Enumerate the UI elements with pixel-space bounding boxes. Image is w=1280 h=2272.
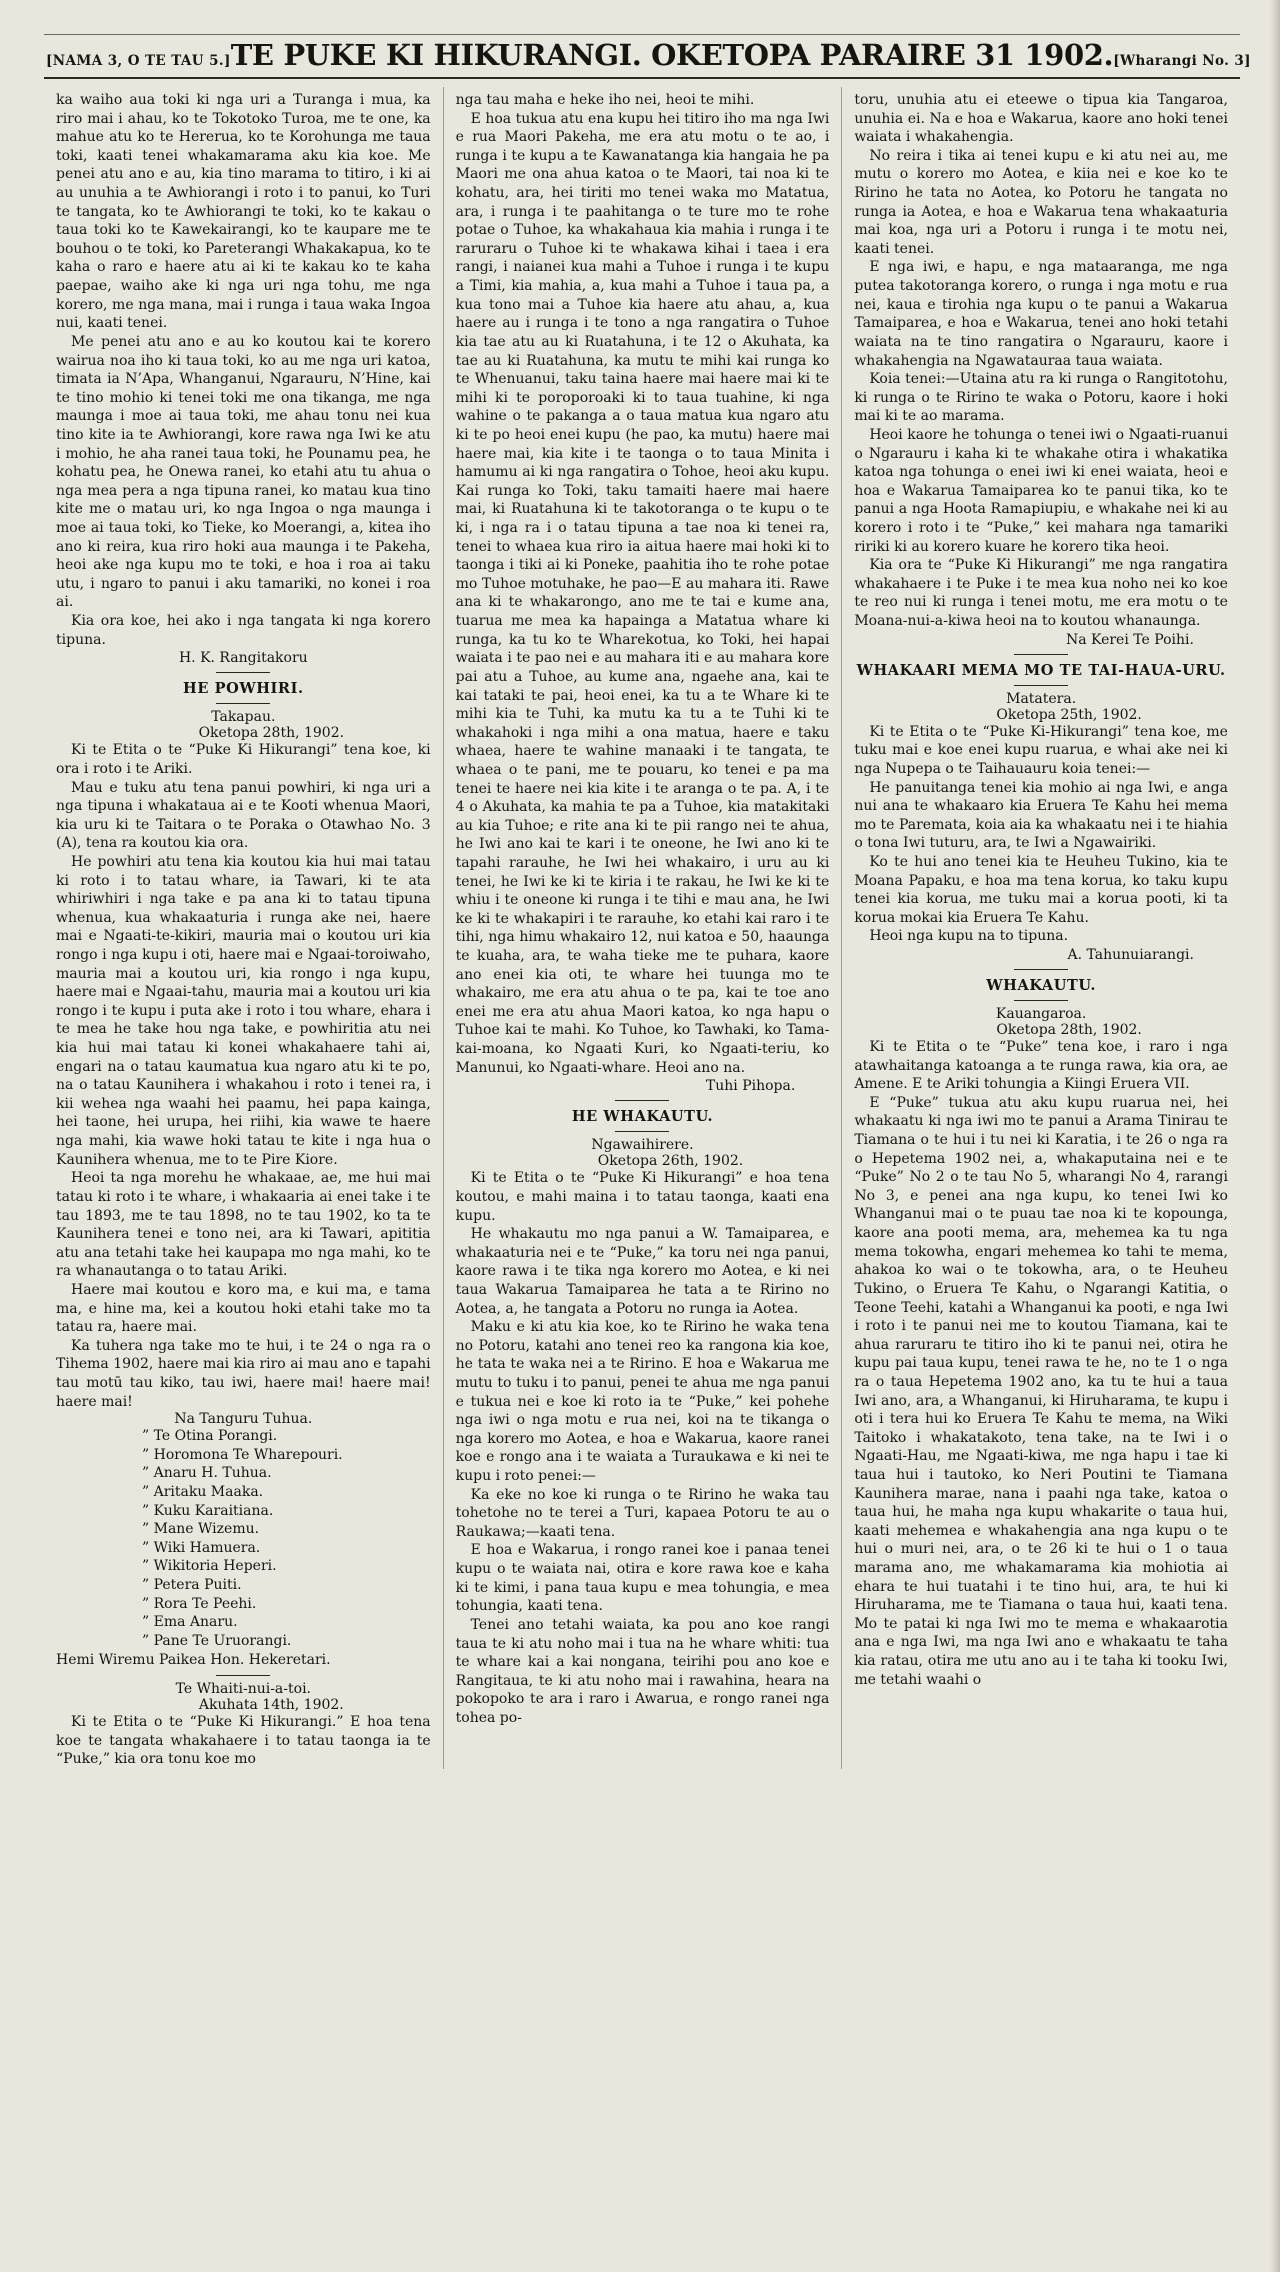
column-3 — [841, 87, 1240, 1769]
masthead-issue-number: [NAMA 3, O TE TAU 5.] — [46, 53, 231, 69]
signatory-name: ” Petera Puiti. — [142, 1577, 242, 1594]
paragraph: Maku e ki atu kia koe, ko te Ririno he waka tena no Potoru, katahi ano tenei reo ka rangona kia koe, he tata te waka nei a te Ririno. E hoa e Wakarua me mutu to tuku i to panui, penei te ahua me nga panui e tukua nei e koe ki roto ia te “Puke,” kei pohehe nga iwi o nga motu e rua nei, koi na te tikanga o nga korero mo Aotea, e hoa e Wakarua, kaore ranei koe e rongo ana i te waiata a Turaukawa e ki nei te kupu i roto penei:— — [455, 1319, 830, 1485]
signatory-name: ” Wiki Hamuera. — [142, 1539, 261, 1556]
paragraph: Ka tuhera nga take mo te hui, i te 24 o nga ra o Tihema 1902, haere mai kia riro ai mau ano e tapahi tau motū tau kiko, tau iwi, haere mai! haere mai! haere mai! — [56, 1337, 431, 1410]
masthead-title: TE PUKE KI HIKURANGI. OKETOPA PARAIRE 31 1902. — [230, 38, 1114, 72]
section-divider — [216, 1675, 270, 1676]
signatory-name: ” Ema Anaru. — [142, 1614, 238, 1631]
dateline-place: Takapau. — [211, 709, 276, 726]
section-divider — [615, 1131, 669, 1132]
article-columns — [44, 87, 1240, 1769]
signature: Na Tanguru Tuhua. — [174, 1411, 313, 1428]
paragraph: He powhiri atu tena kia koutou kia hui mai tatau ki roto i to tatau whare, ia Tawari, ki te ata whiriwhiri i nga take e pa ana ki to tatau tipuna whenua, kua whakaaturia i runga ake nei, haere mai e Ngaati-te-kikiri, mauria mai o koutou uri kia rongo i nga kupu i oti, haere mai e Ngaai-toroiwaho, mauria mai a koutou uri, kia rongo i nga kupu, haere mai e Ngaai-tahu, mauria mai a koutou uri kia rongo i te kupu i puta ake i roto i tou whare, ehara i te mea he take hou nga take, e powhiritia atu nei kia hui mai tatau ki konei whakahaere tahi ai, engari na o tatau kaumatua kua ngaro atu ki te po, na o tatau Kaunihera i whakahou i roto i tenei ra, i kii wehea nga waahi hei paamu, hei papa kainga, hei taone, hei urupa, hei riihi, kia wawe te haere nga mahi, kia wawe hoki tatau te kite i nga hua o Kaunihera whenua, me to te Pire Kiore. — [56, 853, 431, 1168]
paragraph: Koia tenei:—Utaina atu ra ki runga o Rangitotohu, ki runga o te Ririno te waka o Potoru, kaore i hoki mai ki te ao marama. — [854, 371, 1228, 425]
dateline-date: Oketopa 28th, 1902. — [996, 1021, 1142, 1038]
signature: Na Kerei Te Poihi. — [1065, 631, 1194, 648]
signatory-list — [56, 1427, 431, 1650]
section-divider — [1014, 654, 1068, 655]
dateline-place: Matatera. — [1006, 690, 1077, 707]
paragraph: toru, unuhia atu ei eteewe o tipua kia Tangaroa, unuhia ei. Na e hoa e Wakarua, kaore ano hoki tenei waiata i whakahengia. — [854, 92, 1228, 146]
column-1 — [44, 87, 443, 1769]
paragraph: nga tau maha e heke iho nei, heoi te mihi. — [455, 92, 755, 108]
paragraph: Ki te Etita o te “Puke Ki Hikurangi” e hoa tena koutou, e mahi maina i to tatau taonga, kaati ena kupu. — [455, 1170, 830, 1224]
paragraph: Heoi kaore he tohunga o tenei iwi o Ngaati-ruanui o Ngarauru i kaha ki te whakahe otira i whakatika katoa nga tohunga o enei iwi ki enei waiata, heoi e hoa e Wakarua Tamaiparea ko te panui tika, ko te panui a nga Hoota Ramapiupiu, e whakahe nei ki au korero i roto i te “Puke,” kei mahara nga tamariki ririki ki au korero kuare he korero tika heoi. — [854, 426, 1228, 555]
signatory-name: ” Pane Te Uruorangi. — [142, 1632, 292, 1649]
dateline-date: Akuhata 14th, 1902. — [198, 1697, 344, 1714]
column-2 — [443, 87, 842, 1769]
article-heading: WHAKAUTU. — [986, 976, 1096, 994]
section-divider — [216, 703, 270, 704]
paragraph: He panuitanga tenei kia mohio ai nga Iwi, e anga nui ana te whakaaro kia Eruera Te Kahu hei mema mo te Paremata, koia aia ka whakaatu nei i te hiahia o tona Iwi tuturu, ara, te Iwi a Ngawairiki. — [854, 779, 1228, 852]
signatory-name: ” Rora Te Peehi. — [142, 1595, 257, 1612]
dateline-date: Oketopa 26th, 1902. — [597, 1153, 744, 1170]
paragraph: Ka eke no koe ki runga o te Ririno he waka tau tohetohe no te terei a Turi, kapaea Potoru te au o Raukawa;—kaati tena. — [455, 1486, 830, 1540]
paragraph: No reira i tika ai tenei kupu e ki atu nei au, me mutu o korero mo Aotea, e kiia nei e koe ko te Ririno he tata no Aotea, ko Potoru he tangata no runga ia Aotea, e hoa e Wakarua tena whakaaturia mai koa, nga uri a Potoru i runga i te motu nei, kaati tenei. — [854, 147, 1228, 257]
paragraph: Ko te hui ano tenei kia te Heuheu Tukino, kia te Moana Papaku, e hoa ma tena korua, ko taku kupu tenei kia korua, me tuku mai a korua pooti, ki ta korua mokai kia Eruera Te Kahu. — [854, 853, 1228, 926]
paragraph: E “Puke” tukua atu aku kupu ruarua nei, hei whakaatu ki nga iwi mo te panui a Arama Tinirau te Tiamana o te hui i tu nei ki Karatia, i te 26 o nga ra o Hepetema 1902 nei, a, whakaputaina nei e te “Puke” No 2 o te tau No 5, wharangi No 4, rarangi No 3, e penei ana nga kupu, ko tenei Iwi ko Whanganui mai o te puau tae noa ki te kopounga, kaore ana pooti mema, ara, mehemea ka tu nga mema tokowha, engari mehemea ko tahi te mema, ahakoa ko wai o te tokowha, ara, o te Heuheu Tukino, o Eruera Te Kahu, o Ngarangi Katitia, o Teone Teehi, katahi a Whanganui ka pooti, e nga Iwi i roto i te panui nei me to koutou Tiamana, kai te ahua raruraru te titiro iho ki te panui nei, otira he kupu pai taua kupu, tenei rawa te he, no te 1 o nga ra o taua Hepetema 1902 ano, ka tu te hui a taua Iwi ano, ara, a Whanganui, ki Hiruharama, te kupu i oti i tera hui ko Eruera Te Kahu te mema, na Wiki Taitoko i whakatakoto, tena take, na te Iwi i o Ngaati-Hau, me Ngaati-kiwa, me nga hapu i tae ki taua hui i tautoko, ko Neri Poutini te Tiamana Kaunihera marae, nana i paahi nga take, katoa o taua hui, he maha nga kupu whakarite o taua hui, kaati mehemea e whakahengia ana nga kupu o te hui o muri nei, ara, o te 26 ki te hui o 1 o taua marama ano, me whakamarama kia mohiotia ai ehara te hui tuatahi i te tino hui, ara, te hui ki Hiruharama, me te Tiamana o taua hui, kaati tena. Mo te patai ki nga Iwi mo te mema e whakaarotia ana e nga Iwi, ma nga Iwi ano e whakaatu te taha kia ratau, otira me utu ano au i te taha ki tooku Iwi, me tetahi waahi o — [854, 1094, 1228, 1688]
paragraph: Heoi ta nga morehu he whakaae, ae, me hui mai tatau ki roto i te whare, i whakaaria ai enei take i te tau 1893, me te tau 1898, no te tau 1902, ko ta te Kaunihera tenei e tono nei, ara ki Tawari, apititia atu ana tetahi take hei kaupapa mo nga mahi, ko te ra whanautanga o to tatau Ariki. — [56, 1170, 431, 1280]
signatory-name: ” Aritaku Maaka. — [142, 1484, 264, 1501]
paragraph: Ki te Etita o te “Puke Ki Hikurangi” tena koe, ki ora i roto i te Ariki. — [56, 742, 431, 777]
paragraph: E nga iwi, e hapu, e nga mataaranga, me nga putea takotoranga korero, o runga i nga motu e rua nei, kaua e tirohia nga kupu o te panui a Wakarua Tamaiparea, e hoa e Wakarua, tenei ano hoki tetahi waiata na te tino rangatira o Ngarauru, kaore i whakahengia na Ngawatauraa taua waiata. — [854, 259, 1228, 369]
signatory-name: ” Wikitoria Heperi. — [142, 1558, 277, 1575]
section-divider — [1014, 969, 1068, 970]
signatory-name: ” Mane Wizemu. — [142, 1521, 260, 1538]
paragraph: Me penei atu ano e au ko koutou kai te korero wairua noa iho ki taua toki, ko au me nga uri katoa, timata ia N’Apa, Whanganui, Ngarauru, N’Hine, kai te tino mohio ki tenei toki me ona tikanga, me nga maunga i moe ai taua toki, me ahau tonu nei kua tino kite ia te Awhiorangi, kore rawa nga Iwi ke atu i mohio, he aha ranei taua toki, he Pounamu pea, he kohatu pea, he Onewa ranei, ko etahi atu tu ahua o nga mea pera a nga tipuna ranei, ko matau kua tino kite me o matau uri, ko nga Ingoa o nga maunga i moe ai taua toki, ko Tieke, ko Moerangi, a, kitea iho ano ki reira, kua riro hoki aua maunga i te Pakeha, heoi ake nga kupu mo te toki, e hoa i roa ai taku utu, i ngaro to panui i aku tamariki, no konei i roa ai. — [56, 333, 431, 611]
paragraph: Tenei ano tetahi waiata, ka pou ano koe rangi taua te ki atu noho mai i tua na he whare whiti: tua te whare kai a kai nongana, teirihi pou ano koe e Rangitaua, te ki atu noho mai i rawahina, heara na pokopoko te ara i raro i Awarua, e rongo ranei nga tohea po- — [455, 1616, 830, 1726]
paragraph: E hoa tukua atu ena kupu hei titiro iho ma nga Iwi e rua Maori Pakeha, me era atu motu o te ao, i runga i te kupu a te Kawanatanga kia hangaia he pa Maori me ona ahua katoa o te Maori, tai noa ki te kohatu, ara, hei tiriti mo tenei waka mo Matatua, ara, i runga i te paahitanga o te ture mo te rohe potae o Tuhoe, ka whakahaua kia mahia i runga i te raruraru o Tuhoe ki te whakawa kihai i taea i era rangi, i naianei kua mahi a Tuhoe i runga i te kupu a Timi, kia mahia, a, kua mahi a Tuhoe i taua pa, a kua tono mai a Tuhoe kia haere atu ahau, a, kua haere au i runga i te tono a nga rangatira o Tuhoe kia tae atu au ki Ruatahuna, i te 12 o Akuhata, ka tae au ki Ruatahuna, ka mutu te mihi kai runga ko te Whenuanui, taku taina haere mai haere mai ki te mihi ki te poroporoaki ki to taua tuahine, ki nga wahine o te pakanga a o taua matua kua ngaro atu ki te po heoi enei kupu (he pao, ka mutu) haere mai haere mai, kia kite i te taonga o to taua Minita i hamumu ai ki nga rangatira o Tohoe, heoi aku kupu. Kai runga ko Toki, taku tamaiti haere mai haere mai, ki Ruatahuna ki te takotoranga o te kupu o te ki, i nga ra i o tatau tipuna a tae noa ki tenei ra, tenei to whaea kua riro ia aitua haere mai hoki ki to taonga i tiki ai ki Poneke, paahitia iho te rohe potae mo Tuhoe motuhake, he pao—E au mahara iti. Rawe ana ki te whakarongo, ano me te tai e kume ana, tuarua me mea ka hapainga a Matatua whare ki runga, ka tu ko te Wharekotua, ko Toki, hei hapai waiata i te pao nei e au mahara iti e au mahara kore pai atu a Tuhoe, au kume ana, ngaehe ana, kai te kai tataki te pai, heoi enei, ka tu a te Whare ki te mihi kia te Tuhi, ka mutu ka tu a te Tuhi ki te whakahoki i nga mihi a ona matua, haere e taku whaea, haere te wahine manaaki i te tangata, te whaea o te pani, me te pouaru, ko tenei e pa ma tenei te haere nei kia kite i te aranga o te pa. A, i te 4 o Akuhata, ka mahia te pa a Tuhoe, kia matakitaki au kia Tuhoe; e rite ana ki te pii rango nei te ahua, he Iwi ano kai te kari i te oneone, he Iwi ano ki te tapahi rarauhe, he Iwi hei whakairo, i uru au ki tenei, he Iwi ke ki te kiria i te rakau, he Iwi ke ki te whiu i te oneone ki runga i te tihi e mau ana, he Iwi ke ki te whakapiri i te rarauhe, ko etahi kai raro i te tihi, nga himu whakairo 12, nui katoa e 50, haaunga te kuaha, ara, te waha tieke me te puhara, kaore ano enei kia oti, te whare hei tuunga mo te whakairo, me era atu ahua o te pa, kai te toe ano enei me era atu ahua Maori katoa, ko nga hapu o Tuhoe kai te mahi. Ko Tuhoe, ko Tawhaki, ko Tama-kai-moana, ko Ngaati Kuri, ko Ngaati-teriu, ko Manunui, ko Ngaati-whare. Heoi ano na. — [455, 110, 830, 1076]
dateline-place: Ngawaihirere. — [591, 1137, 694, 1154]
dateline-date: Oketopa 28th, 1902. — [198, 725, 345, 742]
section-divider — [615, 1100, 669, 1101]
masthead-page-number: [Wharangi No. 3] — [1113, 53, 1251, 69]
masthead — [44, 34, 1251, 79]
article-heading: HE POWHIRI. — [183, 680, 304, 698]
paragraph: Haere mai koutou e koro ma, e kui ma, e tama ma, e hine ma, kei a koutou hoki etahi take mo ta tatau ra, haere mai. — [56, 1281, 431, 1336]
paragraph: He whakautu mo nga panui a W. Tamaiparea, e whakaaturia nei e te “Puke,” ka toru nei nga panui, kaore rawa i te tika nga korero mo Aotea, e ki nei taua Wakarua Tamaiparea he tata a te Ririno no Aotea, a, he tangata a Potoru no runga ia Aotea. — [455, 1226, 830, 1317]
signatory-name: ” Te Otina Porangi. — [142, 1428, 278, 1445]
paragraph: Kia ora te “Puke Ki Hikurangi” me nga rangatira whakahaere i te Puke i te mea kua noho nei ko koe te reo nui ki runga i tenei motu, me era motu o te Moana-nui-a-kiwa heoi na to koutou whanaunga. — [854, 557, 1228, 630]
paragraph: Kia ora koe, hei ako i nga tangata ki nga korero tipuna. — [56, 613, 431, 648]
signature: H. K. Rangitakoru — [178, 650, 308, 667]
scan-edge-artifact — [1270, 0, 1280, 2272]
paragraph: Hemi Wiremu Paikea Hon. Hekeretari. — [56, 1651, 331, 1668]
paragraph: Ki te Etita o te “Puke Ki-Hikurangi” tena koe, me tuku mai e koe enei kupu ruarua, e whai ake nei ki nga Nupepa o te Taihauauru koia tenei:— — [854, 723, 1228, 777]
section-divider — [1014, 685, 1068, 686]
paragraph: ka waiho aua toki ki nga uri a Turanga i mua, ka riro mai i ahau, ko te Tokotoko Turoa, me te one, ka mahue atu ko te Hererua, ko te Korohunga me taua toki, kaati tenei whakamarama aku kia koe. Me penei atu ano e au, kia tino marama to titiro, i ki ai au unuhia a te Awhiorangi i roto i to panui, ko Turi te tangata, ko te Awhiorangi te toki, ko te kakau o taua toki ko te Kawekairangi, ko te kaupare me te bouhou o te toki, ko Pareterangi Whakakapua, ko te kaha o raro e haere atu ai ki te kakau ko te kaha paepae, waiho ake ki nga uri nga tohu, me nga korero, me nga mana, mai i runga i taua waka Ingoa nui, kaati tenei. — [56, 92, 431, 332]
signature: A. Tahunuiarangi. — [1067, 946, 1194, 963]
paragraph: Mau e tuku atu tena panui powhiri, ki nga uri a nga tipuna i whakataua ai e te Kooti whenua Maori, kia uru ki te Taitara o te Poraka o Otawhao No. 3 (A), tena ra koutou kia ora. — [56, 779, 431, 852]
signatory-name: ” Horomona Te Wharepouri. — [142, 1446, 343, 1463]
paragraph: Ki te Etita o te “Puke Ki Hikurangi.” E hoa tena koe te tangata whakahaere i to tatau taonga ia te “Puke,” kia ora tonu koe mo — [56, 1714, 431, 1768]
section-divider — [216, 672, 270, 673]
signature: Tuhi Pihopa. — [705, 1078, 796, 1095]
paragraph: E hoa e Wakarua, i rongo ranei koe i panaa tenei kupu o te waiata nai, otira e kore rawa koe e kaha ki te kimi, i pana taua kupu e mea tohungia, e mea tohungia, kaati tena. — [455, 1542, 830, 1615]
signatory-name: ” Kuku Karaitiana. — [142, 1502, 274, 1519]
paragraph: Heoi nga kupu na to tipuna. — [869, 928, 1069, 945]
dateline-date: Oketopa 25th, 1902. — [996, 706, 1142, 723]
section-divider — [1014, 1000, 1068, 1001]
article-heading: WHAKAARI MEMA MO TE TAI-HAUA-URU. — [856, 661, 1226, 679]
dateline-place: Te Whaiti-nui-a-toi. — [175, 1681, 311, 1698]
paragraph: Ki te Etita o te “Puke” tena koe, i raro i nga atawhaitanga katoanga a te runga rawa, kia ora, ae Amene. E te Ariki tohungia a Kiingi Eruera VII. — [854, 1038, 1228, 1093]
dateline-place: Kauangaroa. — [995, 1005, 1087, 1022]
article-heading: HE WHAKAUTU. — [571, 1108, 714, 1126]
signatory-name: ” Anaru H. Tuhua. — [142, 1465, 272, 1482]
